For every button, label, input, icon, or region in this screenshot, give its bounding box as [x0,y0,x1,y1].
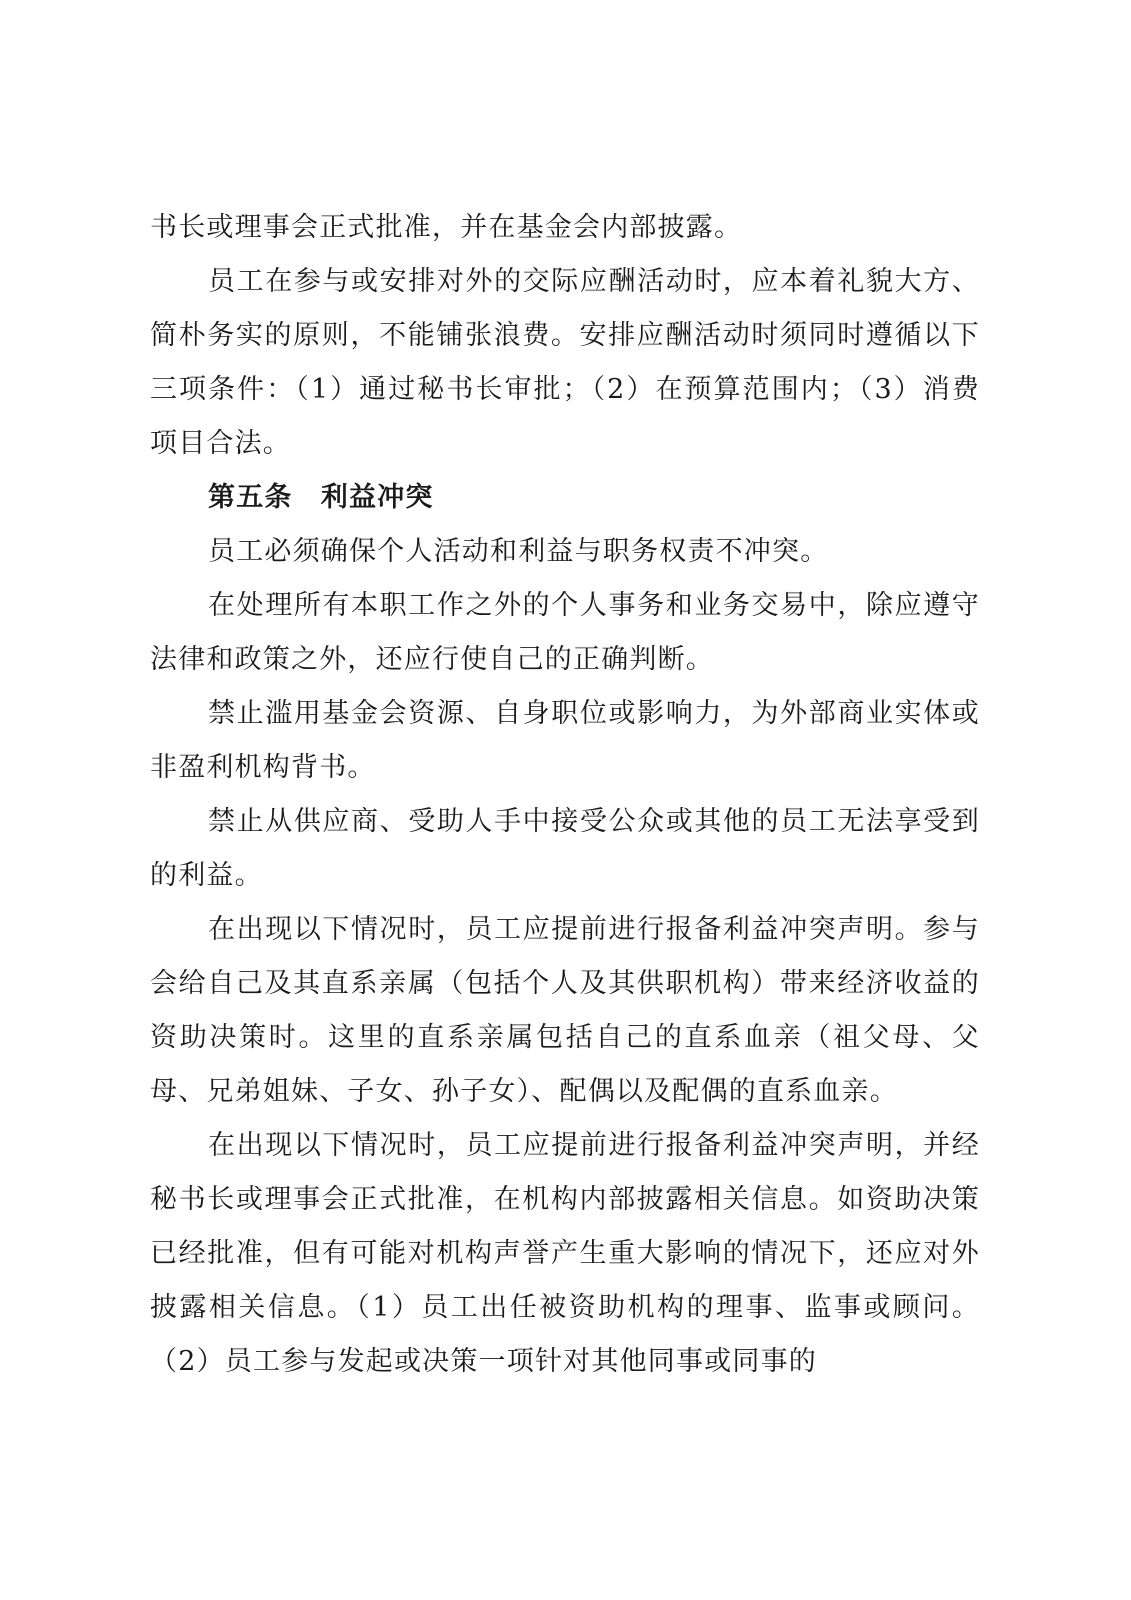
paragraph-no-benefits: 禁止从供应商、受助人手中接受公众或其他的员工无法享受到的利益。 [150,806,980,891]
paragraph-declaration-approval: 在出现以下情况时，员工应提前进行报备利益冲突声明，并经秘书长或理事会正式批准，在机构内部披露相关信息。如资助决策已经批准，但有可能对机构声誉产生重大影响的情况下，还应对外披露相关信息。（1）员工出任被资助机构的理事、监事或顾问。（2）员工参与发起或决策一项针对其他同事或同事的 [150,1130,980,1377]
paragraph-declaration-relatives: 在出现以下情况时，员工应提前进行报备利益冲突声明。参与会给自己及其直系亲属（包括个人及其供职机构）带来经济收益的资助决策时。这里的直系亲属包括自己的直系血亲（祖父母、父母、兄弟姐妹、子女、孙子女）、配偶以及配偶的直系血亲。 [150,914,980,1107]
document-body [150,201,980,1389]
paragraph-continuation: 书长或理事会正式批准，并在基金会内部披露。 [150,212,743,243]
article-heading: 第五条 利益冲突 [208,482,434,513]
paragraph-conflict-principle: 员工必须确保个人活动和利益与职务权责不冲突。 [208,536,829,567]
paragraph-entertainment: 员工在参与或安排对外的交际应酬活动时，应本着礼貌大方、简朴务实的原则，不能铺张浪费。安排应酬活动时须同时遵循以下三项条件：（1）通过秘书长审批；（2）在预算范围内；（3）消费项目合法。 [150,266,980,459]
paragraph-personal-affairs: 在处理所有本职工作之外的个人事务和业务交易中，除应遵守法律和政策之外，还应行使自己的正确判断。 [150,590,980,675]
paragraph-no-endorsement: 禁止滥用基金会资源、自身职位或影响力，为外部商业实体或非盈利机构背书。 [150,698,980,783]
